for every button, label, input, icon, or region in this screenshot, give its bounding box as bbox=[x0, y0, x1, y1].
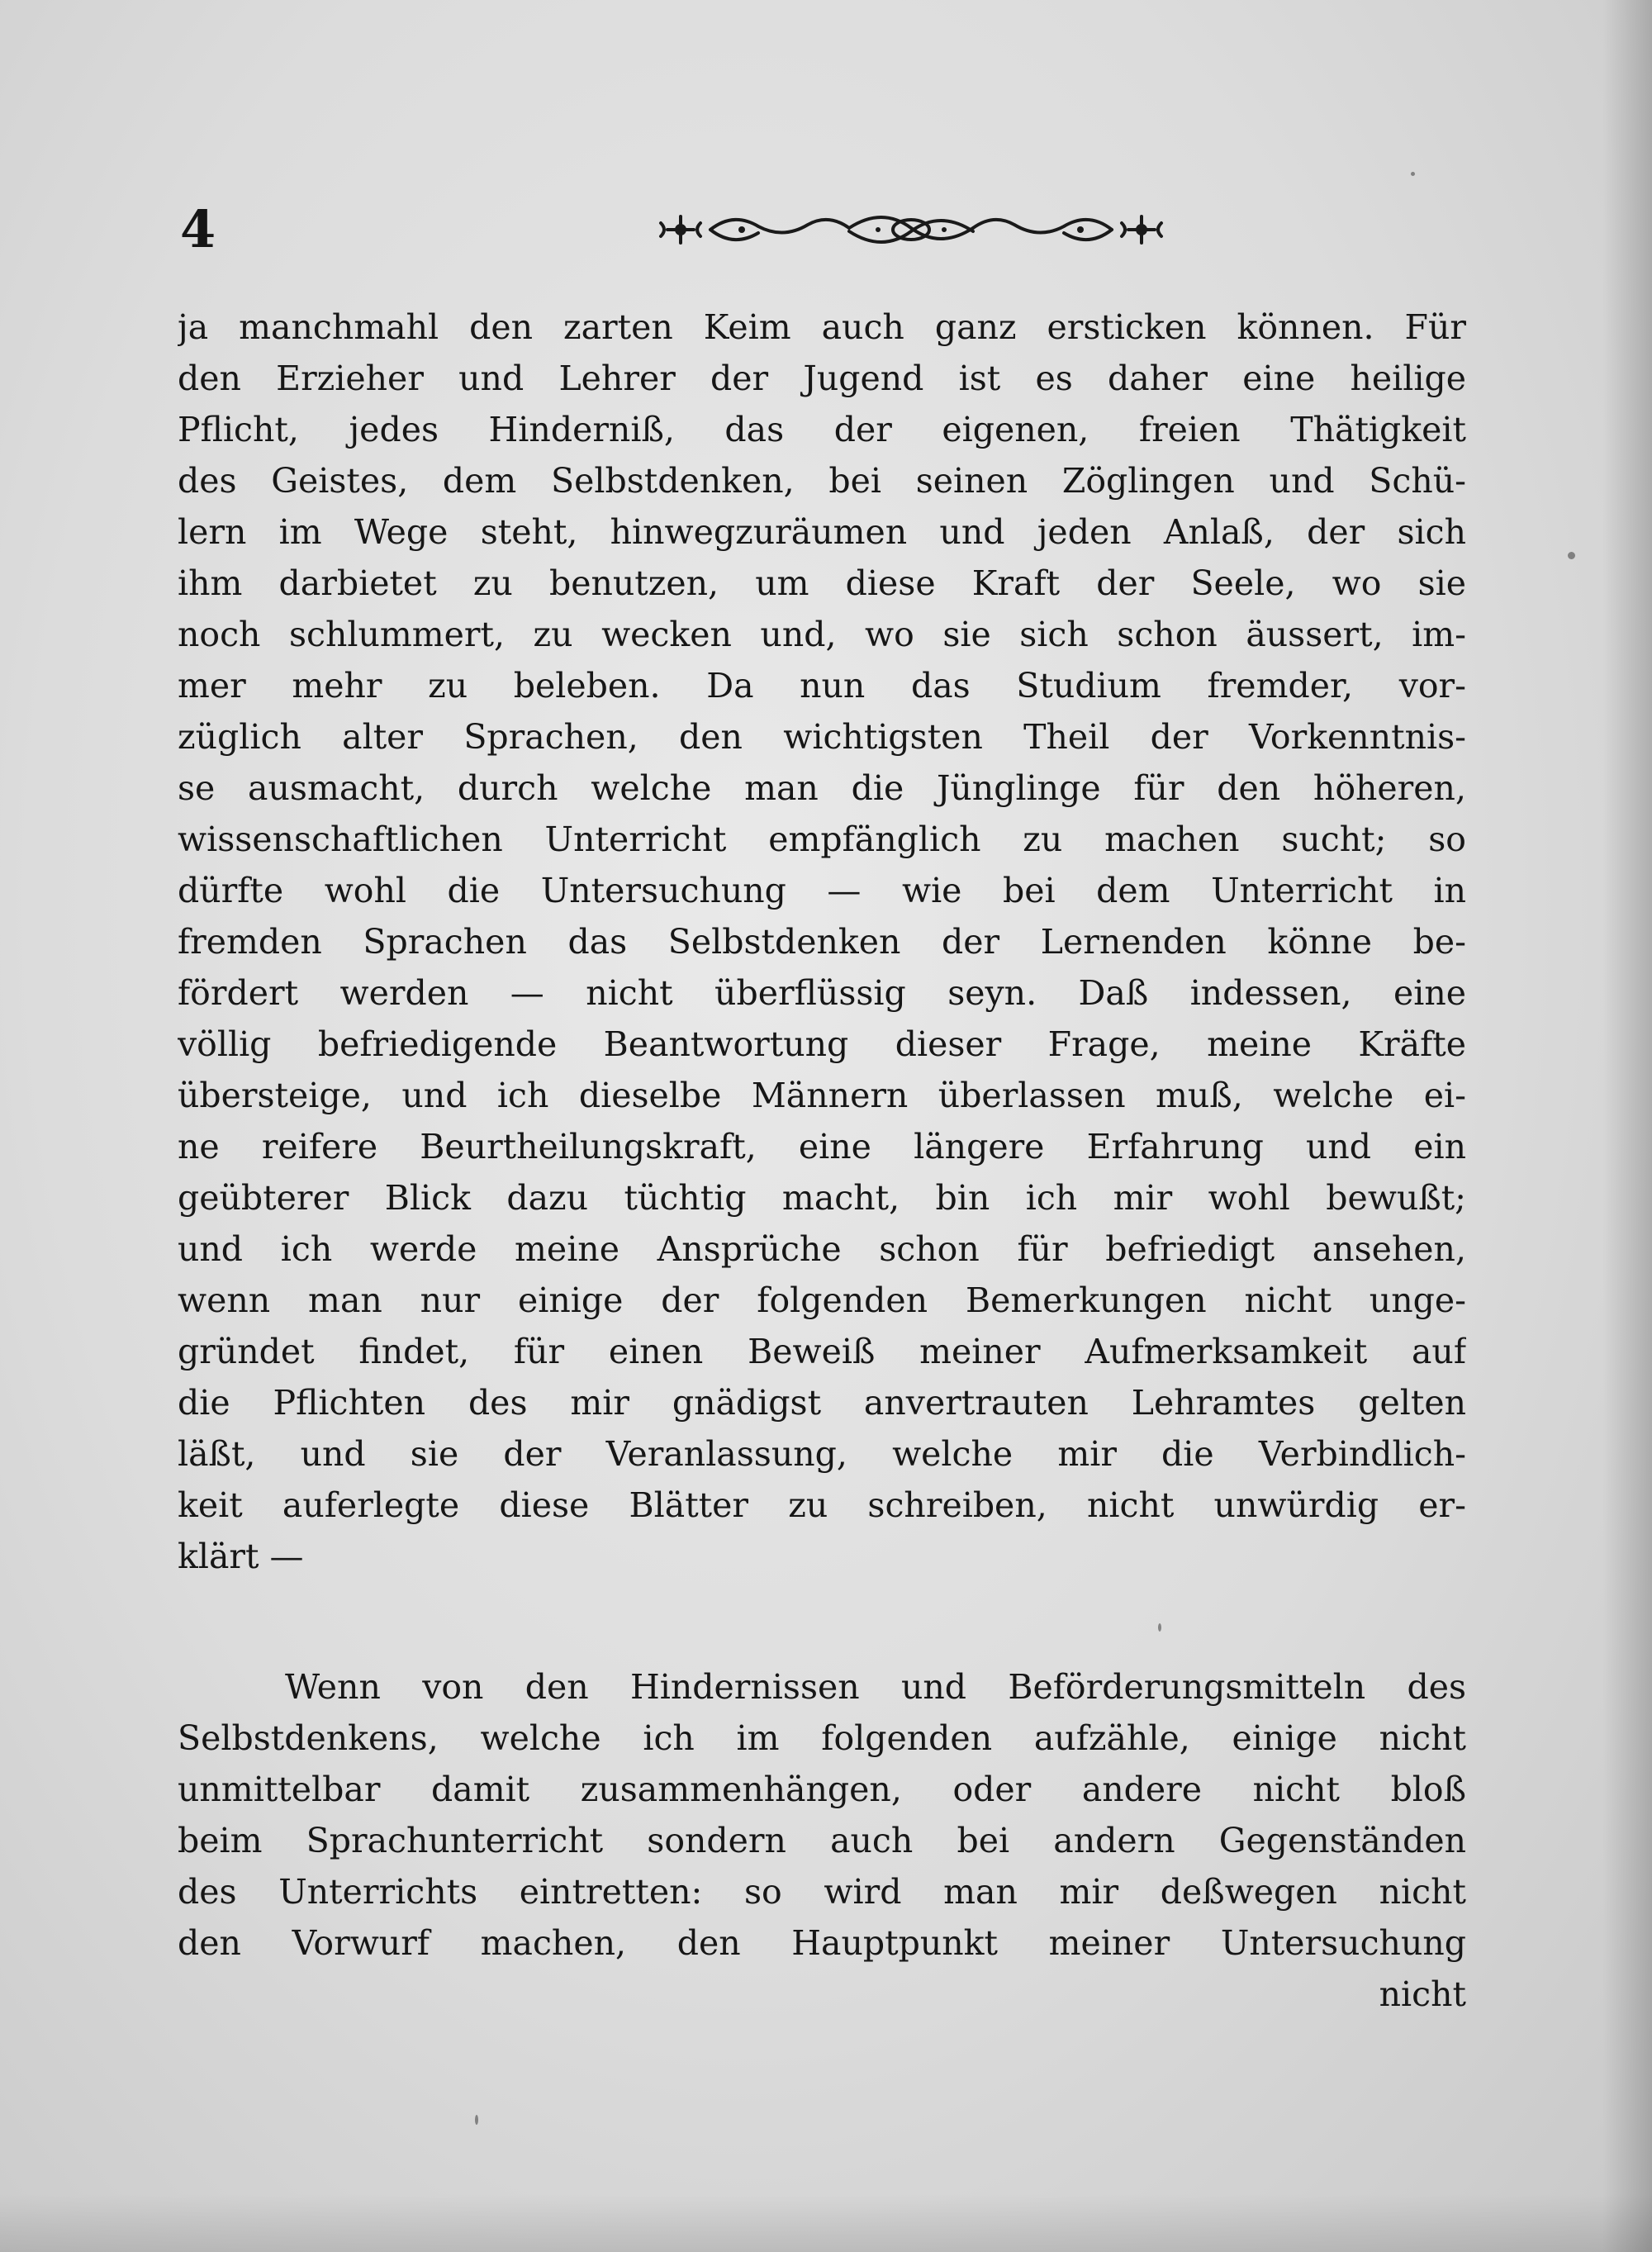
page-edge-shadow-bottom bbox=[0, 2194, 1652, 2252]
text-line: wenn man nur einige der folgenden Bemerkungen nicht unge- bbox=[178, 1280, 1466, 1320]
paragraph-1 bbox=[178, 302, 1466, 1582]
text-line: völlig befriedigende Beantwortung dieser Frage, meine Kräfte bbox=[178, 1024, 1466, 1064]
page-header bbox=[180, 197, 1469, 263]
text-line: Pflicht, jedes Hinderniß, das der eigenen, freien Thätigkeit bbox=[178, 410, 1466, 449]
text-line: wissenschaftlichen Unterricht empfänglich zu machen sucht; so bbox=[178, 820, 1466, 859]
text-line: dürfte wohl die Untersuchung — wie bei dem Unterricht in bbox=[178, 871, 1466, 910]
paper-speck bbox=[1411, 172, 1415, 176]
text-line: unmittelbar damit zusammenhängen, oder andere nicht bloß bbox=[178, 1770, 1466, 1809]
page-edge-shadow-right bbox=[1602, 0, 1652, 2252]
scroll-ornament-icon bbox=[643, 203, 1180, 256]
text-line: gründet findet, für einen Beweiß meiner Aufmerksamkeit auf bbox=[178, 1332, 1466, 1371]
text-line: übersteige, und ich dieselbe Männern überlassen muß, welche ei- bbox=[178, 1076, 1466, 1115]
text-line: geübterer Blick dazu tüchtig macht, bin ich mir wohl bewußt; bbox=[178, 1178, 1466, 1218]
catchword: nicht bbox=[1379, 1974, 1466, 2014]
text-line: ja manchmahl den zarten Keim auch ganz ersticken können. Für bbox=[178, 307, 1466, 347]
page-number: 4 bbox=[180, 199, 216, 259]
text-line: die Pflichten des mir gnädigst anvertrauten Lehramtes gelten bbox=[178, 1383, 1466, 1423]
text-line: ihm darbietet zu benutzen, um diese Kraft der Seele, wo sie bbox=[178, 563, 1466, 603]
text-line: fremden Sprachen das Selbstdenken der Lernenden könne be- bbox=[178, 922, 1466, 962]
text-line: des Unterrichts eintretten: so wird man mir deßwegen nicht bbox=[178, 1872, 1466, 1912]
text-line: ne reifere Beurtheilungskraft, eine längere Erfahrung und ein bbox=[178, 1127, 1466, 1166]
body-text bbox=[178, 302, 1466, 2020]
paper-speck bbox=[475, 2115, 478, 2125]
text-line: züglich alter Sprachen, den wichtigsten Theil der Vorkenntnis- bbox=[178, 717, 1466, 757]
paper-speck bbox=[1568, 552, 1575, 559]
text-line: und ich werde meine Ansprüche schon für befriedigt ansehen, bbox=[178, 1229, 1466, 1269]
text-line: fördert werden — nicht überflüssig seyn. Daß indessen, eine bbox=[178, 973, 1466, 1013]
text-line: beim Sprachunterricht sondern auch bei andern Gegenständen bbox=[178, 1821, 1466, 1860]
paragraph-2 bbox=[178, 1661, 1466, 2020]
paragraph-gap bbox=[178, 1582, 1466, 1661]
text-line: läßt, und sie der Veranlassung, welche mir die Verbindlich- bbox=[178, 1434, 1466, 1474]
text-line: Wenn von den Hindernissen und Beförderungsmitteln des bbox=[285, 1667, 1466, 1707]
text-line: lern im Wege steht, hinwegzuräumen und jeden Anlaß, der sich bbox=[178, 512, 1466, 552]
text-line: den Erzieher und Lehrer der Jugend ist es daher eine heilige bbox=[178, 359, 1466, 398]
text-line: se ausmacht, durch welche man die Jünglinge für den höheren, bbox=[178, 768, 1466, 808]
text-line: klärt — bbox=[178, 1537, 304, 1576]
text-line: den Vorwurf machen, den Hauptpunkt meiner Untersuchung bbox=[178, 1923, 1466, 1963]
text-line: mer mehr zu beleben. Da nun das Studium fremder, vor- bbox=[178, 666, 1466, 706]
text-line: Selbstdenkens, welche ich im folgenden aufzähle, einige nicht bbox=[178, 1718, 1466, 1758]
text-line: noch schlummert, zu wecken und, wo sie sich schon äussert, im- bbox=[178, 615, 1466, 654]
text-line: des Geistes, dem Selbstdenken, bei seinen Zöglingen und Schü- bbox=[178, 461, 1466, 501]
text-line: keit auferlegte diese Blätter zu schreiben, nicht unwürdig er- bbox=[178, 1485, 1466, 1525]
